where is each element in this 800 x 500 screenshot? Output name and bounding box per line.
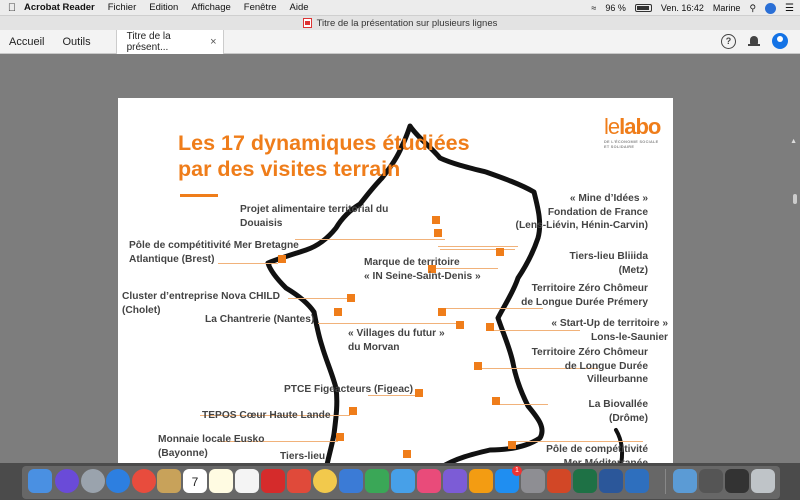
leader-line [513,441,643,442]
trash-icon[interactable] [751,469,775,493]
leader-line [318,323,458,324]
help-icon[interactable]: ? [721,34,736,49]
location-marker [336,433,344,441]
siri-icon[interactable] [765,3,776,14]
location-marker [334,308,342,316]
menu-edition[interactable]: Edition [149,2,179,13]
label-premery: Territoire Zéro Chômeur de Longue Durée Prémery [521,283,648,308]
battery-icon[interactable] [635,4,652,12]
location-marker [434,229,442,237]
dock-separator [665,469,666,494]
title-underline [180,194,218,197]
word-icon[interactable] [599,469,623,493]
menu-aide[interactable]: Aide [289,2,309,13]
label-morvan: « Villages du futur » du Morvan [348,328,445,353]
folder-icon[interactable] [673,469,697,493]
menu-fenetre[interactable]: Fenêtre [243,2,277,13]
menubar [0,0,800,16]
menu-fichier[interactable]: Fichier [107,2,137,13]
tab-document-label: Titre de la présent... [126,30,171,53]
scrollbar-thumb[interactable] [793,194,797,204]
leader-line [438,246,518,247]
window-title: Titre de la présentation sur plusieurs lignes [316,17,498,29]
image-capture-icon[interactable] [339,469,363,493]
system-preferences-icon[interactable] [521,469,545,493]
clock[interactable]: Ven. 16:42 [660,3,704,13]
safari-icon[interactable] [106,469,130,493]
bell-icon[interactable] [748,35,760,47]
label-chantrerie: La Chantrerie (Nantes) [205,314,315,325]
dock [0,463,800,500]
menu-affichage[interactable]: Affichage [191,2,231,13]
user-name[interactable]: Marine [712,3,741,13]
label-toulouse: Tiers-lieu [280,451,326,462]
notes-icon[interactable] [209,469,233,493]
label-nova-child: Cluster d’entreprise Nova CHILD (Cholet) [122,291,280,316]
acrobat-icon[interactable] [261,469,285,493]
account-icon[interactable] [772,33,788,49]
location-marker [456,321,464,329]
label-bliiida: Tiers-lieu Bliiida (Metz) [569,251,648,276]
vlc-icon[interactable] [469,469,493,493]
leader-line [288,298,348,299]
downloads-stack-icon[interactable] [699,469,723,493]
battery-percent: 96 % [605,3,626,13]
close-tab-icon[interactable]: × [210,35,217,48]
location-marker [432,216,440,224]
wifi-icon[interactable]: ≈ [591,3,597,13]
screenshot-stack-icon[interactable] [725,469,749,493]
label-mediterranee: Pôle de compétitivité [546,444,648,455]
location-marker [486,323,494,331]
teams-icon[interactable] [625,469,649,493]
location-marker [496,248,504,256]
pdf-file-icon [303,18,312,28]
calendar-icon[interactable]: 7 [183,469,207,493]
reminders-icon[interactable] [235,469,259,493]
document-viewer[interactable] [0,54,800,463]
label-biovallee: La Biovallée (Drôme) [588,399,648,424]
contacts-icon[interactable] [157,469,181,493]
itunes-icon[interactable] [417,469,441,493]
location-marker [403,450,411,458]
label-figeac: PTCE Figeacteurs (Figeac) [284,384,414,395]
ibooks-icon[interactable] [443,469,467,493]
location-marker [415,389,423,397]
label-douaisis: Projet alimentaire territorial du Douaisis [240,204,389,229]
scroll-up-icon[interactable]: ▲ [790,138,797,145]
location-marker [438,308,446,316]
label-mer-bretagne: Pôle de compétitivité Mer Bretagne Atlantique (Brest) [129,240,299,265]
messages-icon[interactable] [365,469,389,493]
photos-icon[interactable] [313,469,337,493]
location-marker [347,294,355,302]
label-tepos: TEPOS Cœur Haute Lande [202,410,331,421]
powerpoint-icon[interactable] [547,469,571,493]
location-marker [349,407,357,415]
finder-icon[interactable] [28,469,52,493]
label-start-up: « Start-Up de territoire » Lons-le-Saunier [551,318,668,343]
menu-app-name[interactable]: Acrobat Reader [24,2,95,13]
location-marker [492,397,500,405]
acrobat-reader-icon[interactable] [287,469,311,493]
leader-line [295,239,445,240]
status-area [591,0,794,16]
siri-icon[interactable] [55,469,79,493]
label-mine-idees: « Mine d’Idées » Fondation de France (Lens-Liévin, Hénin-Carvin) [515,193,648,231]
label-villeurbanne: Territoire Zéro Chômeur de Longue Durée Villeurbanne [531,347,648,385]
window-titlebar [0,16,800,30]
notification-center-icon[interactable]: ☰ [785,2,794,14]
app-store-icon[interactable]: 1 [495,469,519,493]
label-in-seine: Marque de territoire « IN Seine-Saint-Denis » [364,257,481,282]
excel-icon[interactable] [573,469,597,493]
launchpad-icon[interactable] [81,469,105,493]
label-eusko: Monnaie locale Eusko (Bayonne) [158,434,265,459]
chrome-icon[interactable] [132,469,156,493]
slide-title: Les 17 dynamiques étudiées par des visites terrain [178,131,470,181]
app-toolbar [0,30,800,54]
le-labo-logo: lelabo DE L'ÉCONOMIE SOCIALE ET SOLIDAIRE [604,114,661,149]
tab-accueil[interactable]: Accueil [9,35,45,48]
tab-document[interactable] [116,30,224,54]
keynote-icon[interactable] [391,469,415,493]
pdf-page [118,98,673,498]
apple-icon[interactable] [0,2,24,14]
tab-outils[interactable]: Outils [62,35,91,48]
search-icon[interactable]: ⚲ [749,2,757,13]
